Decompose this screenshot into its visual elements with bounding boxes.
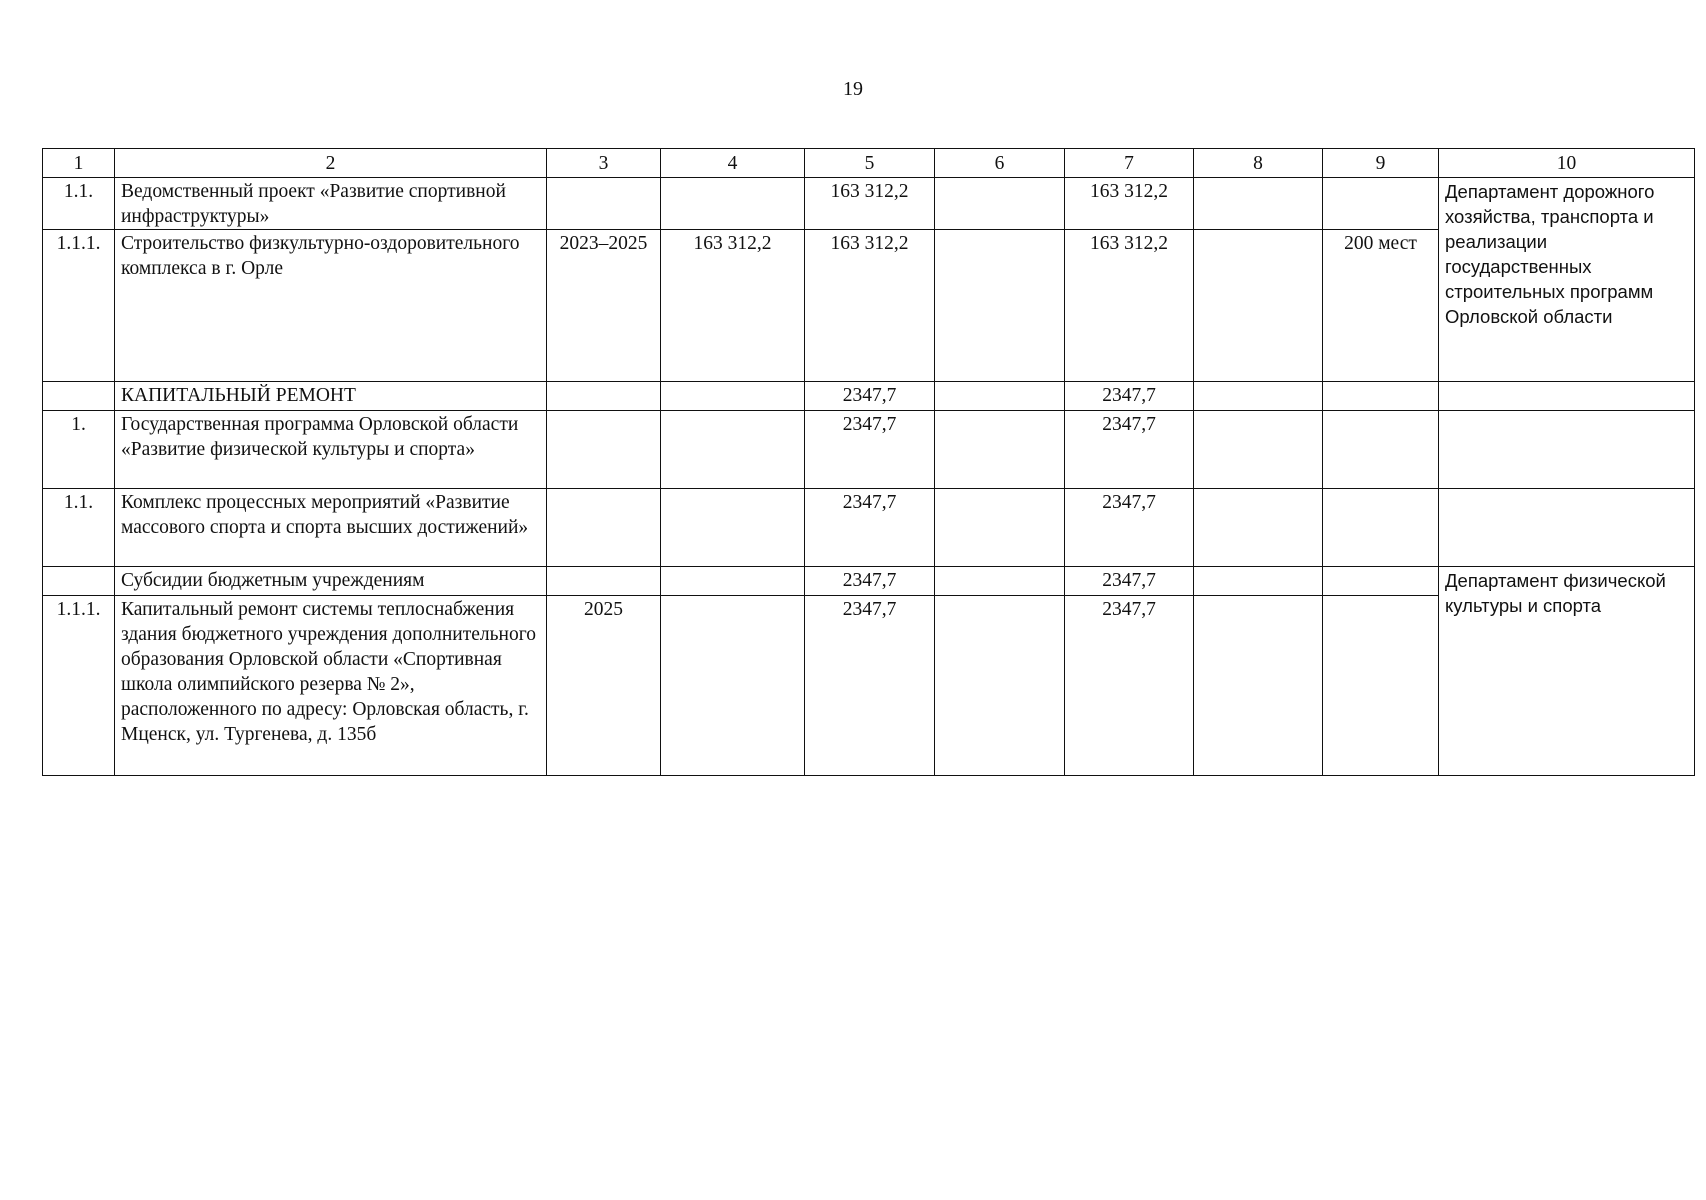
table-row: [43, 382, 1695, 411]
cell-col8: [1194, 382, 1323, 411]
column-number-10: 10: [1439, 149, 1695, 178]
column-number-row: [43, 149, 1695, 178]
cell-col6: [935, 596, 1065, 776]
column-number-6: 6: [935, 149, 1065, 178]
table-row: [43, 489, 1695, 567]
column-number-7: 7: [1065, 149, 1194, 178]
cell-col4: [661, 596, 805, 776]
cell-col7: 163 312,2: [1065, 178, 1194, 230]
cell-period: [547, 382, 661, 411]
cell-col6: [935, 411, 1065, 489]
cell-col5: 163 312,2: [805, 178, 935, 230]
cell-col4: [661, 178, 805, 230]
cell-col10: [1439, 382, 1695, 411]
cell-period: [547, 411, 661, 489]
row-title: Капитальный ремонт системы теплоснабжения здания бюджетного учреждения дополнительного образования Орловской области «Спортивная школа олимпийского резерва № 2», расположенного по адресу: Орловская область, г. Мценск, ул. Тургенева, д. 135б: [115, 596, 547, 776]
row-number: 1.1.: [43, 178, 115, 230]
cell-period: [547, 178, 661, 230]
table-row: [43, 567, 1695, 596]
cell-col5: 2347,7: [805, 489, 935, 567]
row-number: 1.: [43, 411, 115, 489]
column-number-4: 4: [661, 149, 805, 178]
responsible-executor: Департамент физической культуры и спорта: [1439, 567, 1695, 776]
cell-col6: [935, 567, 1065, 596]
column-number-1: 1: [43, 149, 115, 178]
cell-col6: [935, 178, 1065, 230]
column-number-5: 5: [805, 149, 935, 178]
row-number: 1.1.: [43, 489, 115, 567]
cell-col4: [661, 489, 805, 567]
cell-col7: 2347,7: [1065, 567, 1194, 596]
cell-col9: [1323, 489, 1439, 567]
cell-col5: 2347,7: [805, 567, 935, 596]
row-title: Ведомственный проект «Развитие спортивной инфраструктуры»: [115, 178, 547, 230]
cell-col4: [661, 411, 805, 489]
cell-col8: [1194, 489, 1323, 567]
row-number: 1.1.1.: [43, 230, 115, 382]
cell-col8: [1194, 178, 1323, 230]
cell-col6: [935, 230, 1065, 382]
cell-period: [547, 489, 661, 567]
cell-col7: 2347,7: [1065, 596, 1194, 776]
cell-period: [547, 567, 661, 596]
cell-col8: [1194, 567, 1323, 596]
cell-col6: [935, 382, 1065, 411]
budget-table: [42, 148, 1695, 776]
row-title: Строительство физкультурно-оздоровительного комплекса в г. Орле: [115, 230, 547, 382]
cell-col4: 163 312,2: [661, 230, 805, 382]
cell-col10: [1439, 411, 1695, 489]
column-number-9: 9: [1323, 149, 1439, 178]
cell-col9: [1323, 382, 1439, 411]
row-title: КАПИТАЛЬНЫЙ РЕМОНТ: [115, 382, 547, 411]
cell-col6: [935, 489, 1065, 567]
column-number-2: 2: [115, 149, 547, 178]
cell-col4: [661, 382, 805, 411]
table-row: [43, 411, 1695, 489]
responsible-executor: Департамент дорожного хозяйства, транспорта и реализации государственных строительных программ Орловской области: [1439, 178, 1695, 382]
column-number-8: 8: [1194, 149, 1323, 178]
row-title: Субсидии бюджетным учреждениям: [115, 567, 547, 596]
cell-col9: [1323, 596, 1439, 776]
cell-col10: [1439, 489, 1695, 567]
row-title: Государственная программа Орловской области «Развитие физической культуры и спорта»: [115, 411, 547, 489]
cell-col9: [1323, 567, 1439, 596]
cell-col5: 163 312,2: [805, 230, 935, 382]
cell-col9: [1323, 411, 1439, 489]
cell-col8: [1194, 596, 1323, 776]
row-number: [43, 567, 115, 596]
row-number: 1.1.1.: [43, 596, 115, 776]
cell-col7: 2347,7: [1065, 382, 1194, 411]
cell-col5: 2347,7: [805, 382, 935, 411]
cell-col7: 2347,7: [1065, 411, 1194, 489]
cell-col9: 200 мест: [1323, 230, 1439, 382]
cell-col5: 2347,7: [805, 596, 935, 776]
cell-col8: [1194, 411, 1323, 489]
row-title: Комплекс процессных мероприятий «Развитие массового спорта и спорта высших достижений»: [115, 489, 547, 567]
cell-col5: 2347,7: [805, 411, 935, 489]
cell-period: 2025: [547, 596, 661, 776]
page-number: 19: [843, 78, 863, 100]
column-number-3: 3: [547, 149, 661, 178]
cell-col7: 163 312,2: [1065, 230, 1194, 382]
cell-col8: [1194, 230, 1323, 382]
table-row: [43, 178, 1695, 230]
cell-period: 2023–2025: [547, 230, 661, 382]
row-number: [43, 382, 115, 411]
cell-col4: [661, 567, 805, 596]
cell-col7: 2347,7: [1065, 489, 1194, 567]
cell-col9: [1323, 178, 1439, 230]
